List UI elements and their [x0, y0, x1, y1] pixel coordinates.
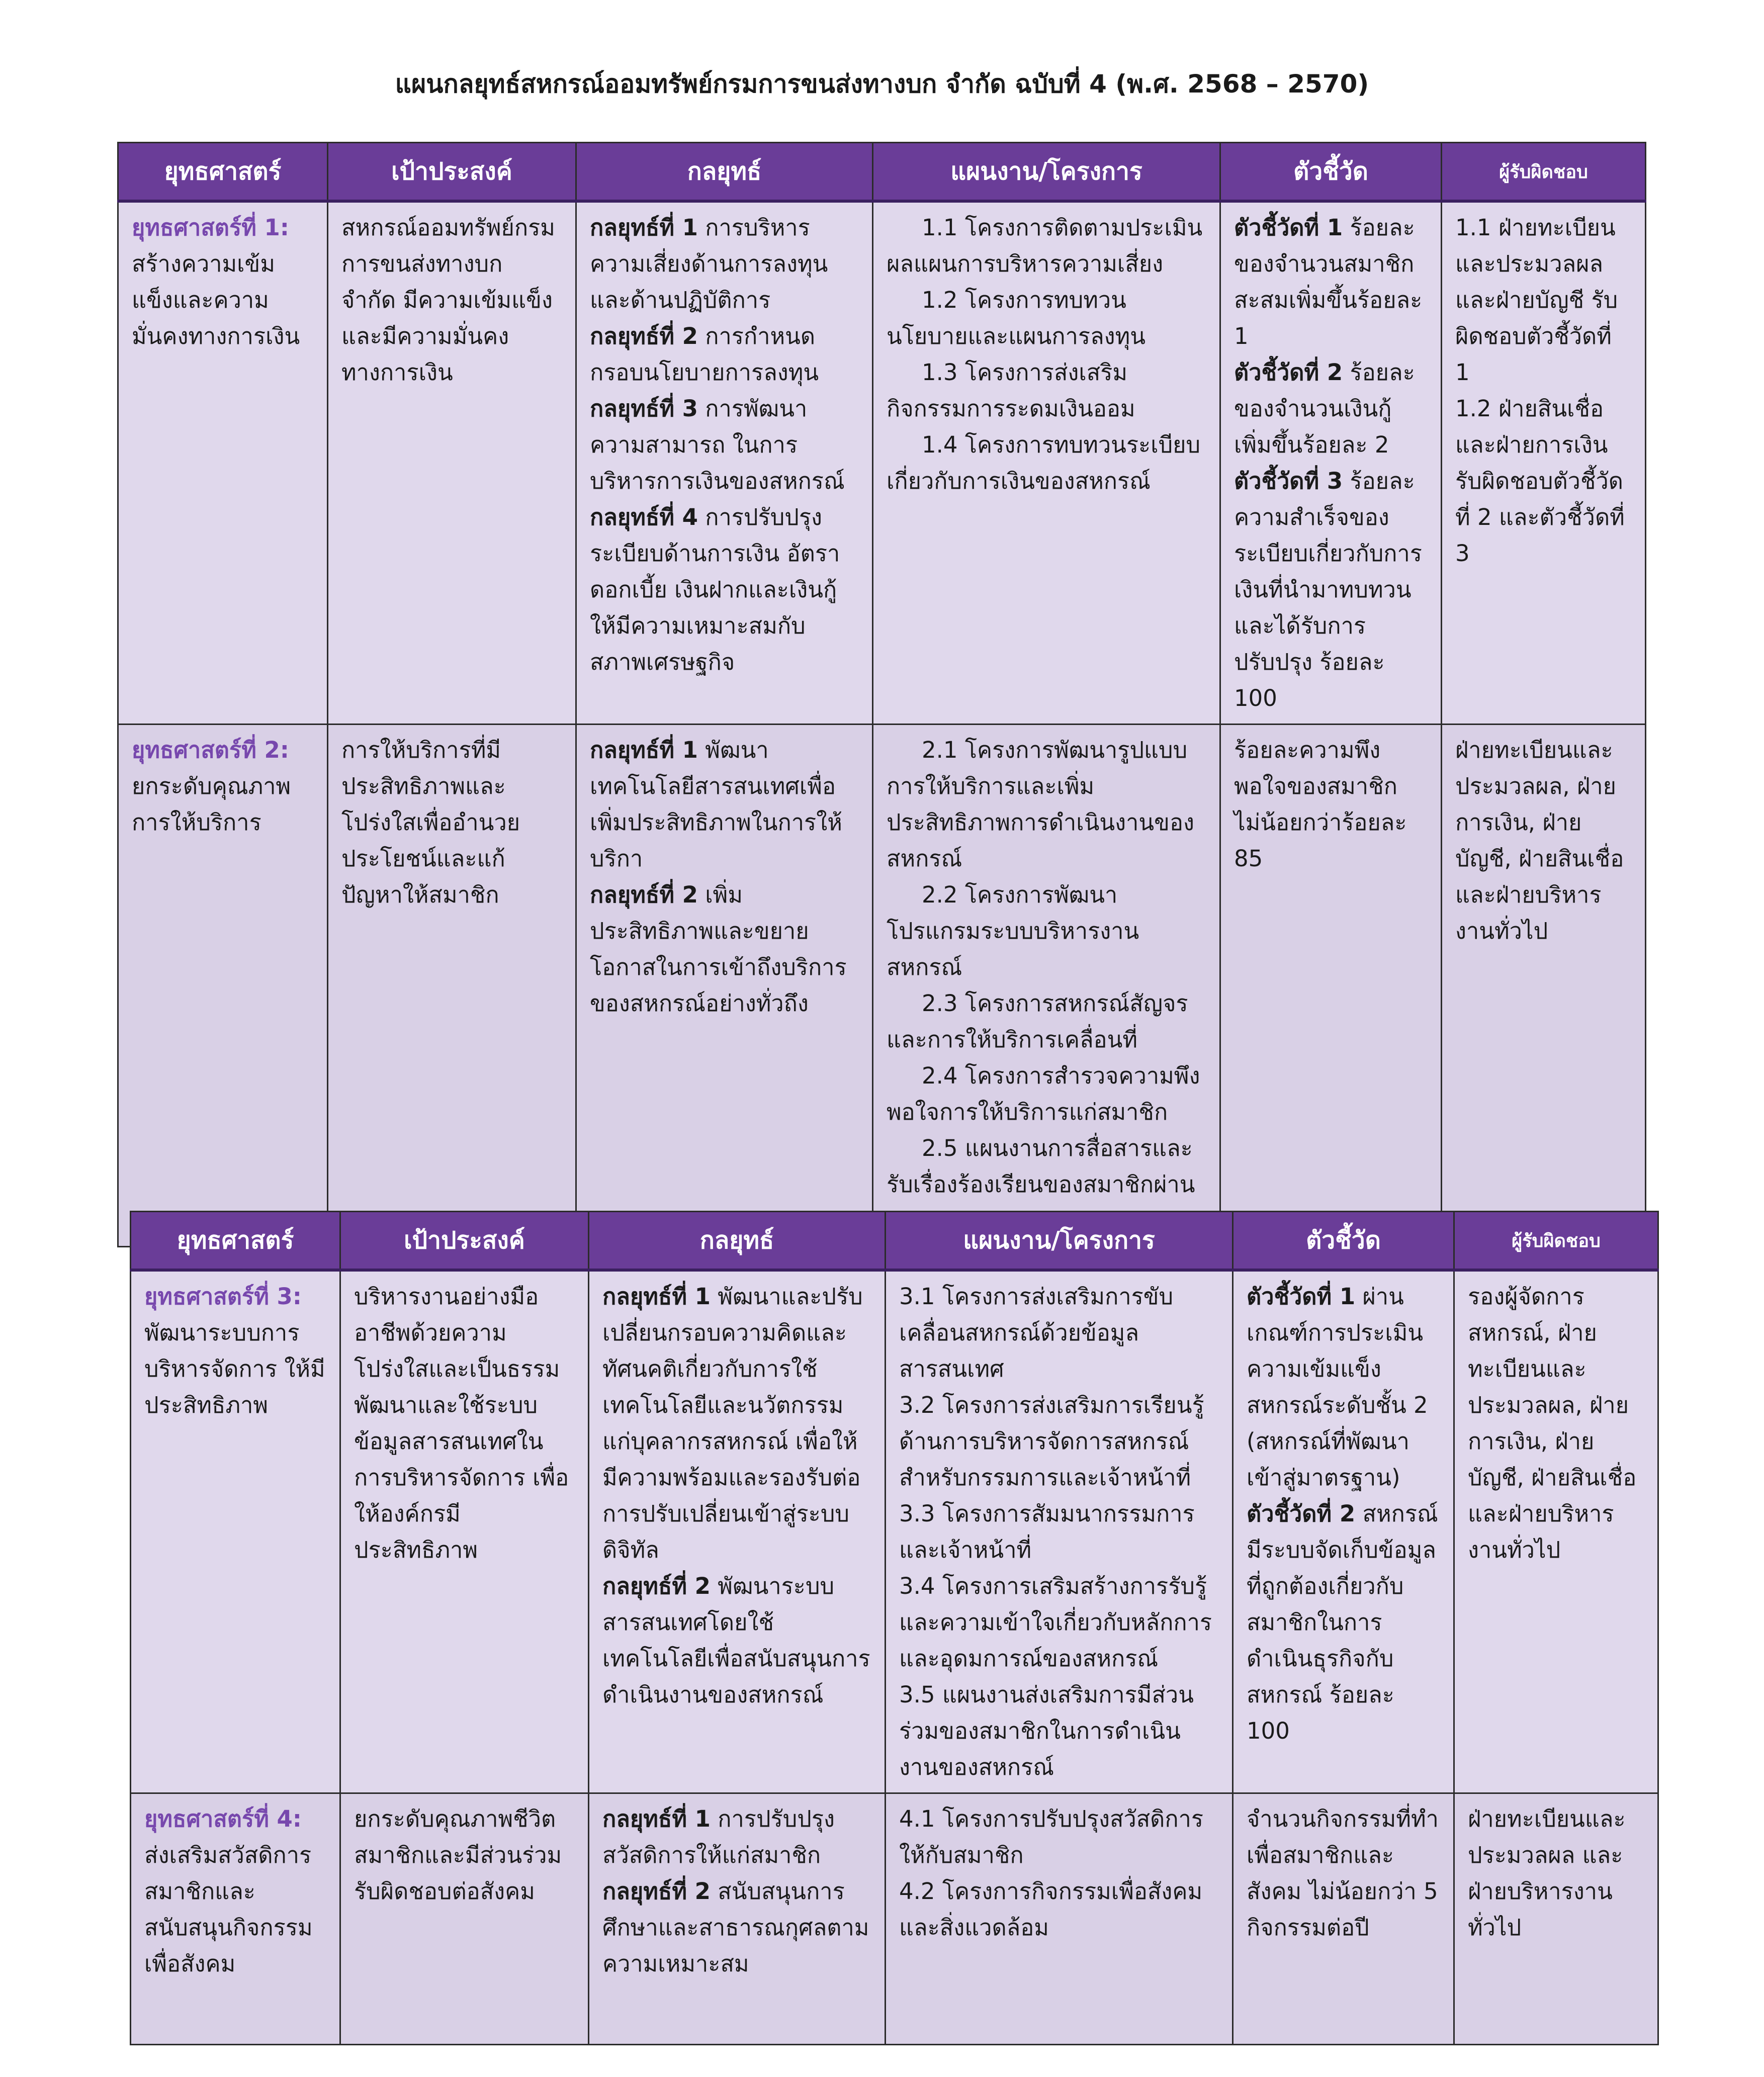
tactic-item: กลยุทธ์ที่ 2 เพิ่มประสิทธิภาพและขยายโอกาสในการเข้าถึงบริการของสหกรณ์อย่างทั่วถึง — [590, 881, 847, 1017]
goal-cell — [340, 1793, 589, 2045]
project-item: 2.2 โครงการพัฒนาโปรแกรมระบบบริหารงานสหกรณ์ — [887, 881, 1139, 980]
project-item: 1.1 โครงการติดตามประเมินผลแผนการบริหารความเสี่ยง — [887, 214, 1203, 277]
indicator-cell — [1233, 1270, 1454, 1793]
project-item: 3.2 โครงการส่งเสริมการเรียนรู้ด้านการบริหารจัดการสหกรณ์สำหรับกรรมการและเจ้าหน้าที่ — [899, 1392, 1204, 1491]
tactic-item: กลยุทธ์ที่ 1 พัฒนาเทคโนโลยีสารสนเทศเพื่อเพิ่มประสิทธิภาพในการให้บริกา — [590, 737, 842, 872]
responsible-cell — [1454, 1793, 1658, 2045]
tactic-cell — [589, 1793, 886, 2045]
document-title: แผนกลยุทธ์สหกรณ์ออมทรัพย์กรมการขนส่งทางบก จำกัด ฉบับที่ 4 (พ.ศ. 2568 – 2570) — [395, 69, 1369, 99]
responsible-item: 1.2 ฝ่ายสินเชื่อและฝ่ายการเงิน รับผิดชอบตัวชี้วัดที่ 2 และตัวชี้วัดที่ 3 — [1455, 395, 1625, 567]
project-item: 2.1 โครงการพัฒนารูปแบบ การให้บริการและเพิ่มประสิทธิภาพการดำเนินงานของสหกรณ์ — [887, 737, 1194, 872]
header-strategy: ยุทธศาสตร์ — [118, 143, 328, 202]
project-item: 4.1 โครงการปรับปรุงสวัสดิการให้กับสมาชิก — [899, 1805, 1204, 1868]
header-tactic: กลยุทธ์ — [589, 1212, 886, 1271]
indicator-item: ตัวชี้วัดที่ 2 ร้อยละของจำนวนเงินกู้ เพิ่มขึ้นร้อยละ 2 — [1234, 359, 1415, 458]
indicator-cell — [1220, 201, 1442, 725]
header-indicator: ตัวชี้วัด — [1220, 143, 1442, 202]
table-header-row — [118, 143, 1646, 202]
header-responsible: ผู้รับผิดชอบ — [1442, 143, 1646, 202]
project-item: 2.5 แผนงานการสื่อสารและรับเรื่องร้องเรียนของสมาชิกผ่าน — [887, 1135, 1195, 1198]
goal-text: การให้บริการที่มีประสิทธิภาพและโปร่งใสเพื่ออำนวยประโยชน์และแก้ปัญหาให้สมาชิก — [341, 737, 520, 908]
header-tactic: กลยุทธ์ — [576, 143, 873, 202]
tactic-item: กลยุทธ์ที่ 1 การบริหารความเสี่ยงด้านการลงทุนและด้านปฏิบัติการ — [590, 214, 828, 313]
responsible-cell — [1442, 201, 1646, 725]
project-item: 2.3 โครงการสหกรณ์สัญจรและการให้บริการเคลื่อนที่ — [887, 990, 1188, 1053]
header-project: แผนงาน/โครงการ — [873, 143, 1220, 202]
goal-text: บริหารงานอย่างมืออาชีพด้วยความโปร่งใสและเป็นธรรม พัฒนาและใช้ระบบข้อมูลสารสนเทศในการบริหารจัดการ เพื่อให้องค์กรมีประสิทธิภาพ — [354, 1283, 569, 1563]
responsible-text: รองผู้จัดการสหกรณ์, ฝ่ายทะเบียนและประมวลผล, ฝ่ายการเงิน, ฝ่ายบัญชี, ฝ่ายสินเชื่อ และฝ่ายบริหารงานทั่วไป — [1468, 1283, 1637, 1563]
project-item: 2.4 โครงการสำรวจความพึงพอใจการให้บริการแก่สมาชิก — [887, 1062, 1200, 1125]
project-item: 4.2 โครงการกิจกรรมเพื่อสังคมและสิ่งแวดล้อม — [899, 1878, 1203, 1941]
project-item: 1.4 โครงการทบทวนระเบียบเกี่ยวกับการเงินของสหกรณ์ — [887, 431, 1201, 494]
strategy-text: สร้างความเข้มแข็งและความมั่นคงทางการเงิน — [132, 250, 300, 349]
tactic-item: กลยุทธ์ที่ 1 พัฒนาและปรับเปลี่ยนกรอบความคิดและทัศนคติเกี่ยวกับการใช้เทคโนโลยีและนวัตกรรมแก่บุคลากรสหกรณ์ เพื่อให้มีความพร้อมและรองรับต่อการปรับเปลี่ยนเข้าสู่ระบบดิจิทัล — [602, 1283, 863, 1563]
project-cell — [873, 201, 1220, 725]
responsible-text: ฝ่ายทะเบียนและประมวลผล และฝ่ายบริหารงานทั่วไป — [1468, 1805, 1626, 1941]
goal-cell — [340, 1270, 589, 1793]
indicator-item: ตัวชี้วัดที่ 3 ร้อยละความสำเร็จของระเบียบเกี่ยวกับการเงินที่นำมาทบทวนและได้รับการปรับปรุง ร้อยละ 100 — [1234, 468, 1422, 711]
table-header-row — [131, 1212, 1658, 1271]
indicator-cell — [1220, 725, 1442, 1247]
strategy-cell — [131, 1793, 340, 2045]
strategy-label: ยุทธศาสตร์ที่ 1: — [132, 214, 289, 241]
indicator-text: ร้อยละความพึงพอใจของสมาชิก ไม่น้อยกว่าร้อยละ 85 — [1234, 737, 1407, 872]
strategy-label: ยุทธศาสตร์ที่ 3: — [144, 1283, 302, 1310]
indicator-text: จำนวนกิจกรรมที่ทำเพื่อสมาชิกและสังคม ไม่น้อยกว่า 5 กิจกรรมต่อปี — [1247, 1805, 1439, 1941]
goal-text: ยกระดับคุณภาพชีวิตสมาชิกและมีส่วนร่วมรับผิดชอบต่อสังคม — [354, 1805, 562, 1905]
header-project: แผนงาน/โครงการ — [886, 1212, 1233, 1271]
project-item: 3.3 โครงการสัมมนากรรมการและเจ้าหน้าที่ — [899, 1500, 1195, 1563]
project-cell — [886, 1270, 1233, 1793]
tactic-cell — [576, 725, 873, 1247]
strategy-label: ยุทธศาสตร์ที่ 4: — [144, 1805, 302, 1832]
project-item: 3.5 แผนงานส่งเสริมการมีส่วนร่วมของสมาชิกในการดำเนินงานของสหกรณ์ — [899, 1681, 1194, 1780]
strategy-cell — [118, 201, 328, 725]
header-goal: เป้าประสงค์ — [340, 1212, 589, 1271]
tactic-cell — [576, 201, 873, 725]
strategy-table-1 — [117, 142, 1646, 1247]
table-row — [131, 1270, 1658, 1793]
strategy-text: ยกระดับคุณภาพการให้บริการ — [132, 773, 291, 836]
indicator-item: ตัวชี้วัดที่ 2 สหกรณ์มีระบบจัดเก็บข้อมูลที่ถูกต้องเกี่ยวกับสมาชิกในการดำเนินธุรกิจกับสหกรณ์ ร้อยละ 100 — [1247, 1500, 1438, 1744]
table-row — [131, 1793, 1658, 2045]
header-responsible: ผู้รับผิดชอบ — [1454, 1212, 1658, 1271]
strategy-label: ยุทธศาสตร์ที่ 2: — [132, 737, 289, 763]
project-item: 3.4 โครงการเสริมสร้างการรับรู้และความเข้าใจเกี่ยวกับหลักการและอุดมการณ์ของสหกรณ์ — [899, 1573, 1212, 1672]
tactic-item: กลยุทธ์ที่ 2 สนับสนุนการศึกษาและสาธารณกุศลตามความเหมาะสม — [602, 1878, 869, 1977]
header-indicator: ตัวชี้วัด — [1233, 1212, 1454, 1271]
header-strategy: ยุทธศาสตร์ — [131, 1212, 340, 1271]
goal-cell — [328, 201, 576, 725]
responsible-item: 1.1 ฝ่ายทะเบียนและประมวลผล และฝ่ายบัญชี รับผิดชอบตัวชี้วัดที่ 1 — [1455, 214, 1618, 386]
strategy-cell — [118, 725, 328, 1247]
responsible-text: ฝ่ายทะเบียนและประมวลผล, ฝ่ายการเงิน, ฝ่ายบัญชี, ฝ่ายสินเชื่อ และฝ่ายบริหารงานทั่วไป — [1455, 737, 1624, 944]
header-goal: เป้าประสงค์ — [328, 143, 576, 202]
project-cell — [873, 725, 1220, 1247]
tactic-item: กลยุทธ์ที่ 2 การกำหนดกรอบนโยบายการลงทุน — [590, 323, 819, 386]
strategy-table-2 — [130, 1211, 1659, 2045]
strategy-text: ส่งเสริมสวัสดิการสมาชิกและสนับสนุนกิจกรรมเพื่อสังคม — [144, 1842, 313, 1977]
strategy-text: พัฒนาระบบการบริหารจัดการ ให้มีประสิทธิภาพ — [144, 1319, 325, 1418]
project-cell — [886, 1793, 1233, 2045]
project-item: 3.1 โครงการส่งเสริมการขับเคลื่อนสหกรณ์ด้วยข้อมูลสารสนเทศ — [899, 1283, 1174, 1382]
goal-cell — [328, 725, 576, 1247]
tactic-item: กลยุทธ์ที่ 4 การปรับปรุงระเบียบด้านการเงิน อัตราดอกเบี้ย เงินฝากและเงินกู้ให้มีความเหมาะสมกับสภาพเศรษฐกิจ — [590, 504, 840, 675]
indicator-cell — [1233, 1793, 1454, 2045]
responsible-cell — [1454, 1270, 1658, 1793]
tactic-item: กลยุทธ์ที่ 1 การปรับปรุงสวัสดิการให้แก่สมาชิก — [602, 1805, 835, 1868]
tactic-item: กลยุทธ์ที่ 2 พัฒนาระบบสารสนเทศโดยใช้เทคโนโลยีเพื่อสนับสนุนการดำเนินงานของสหกรณ์ — [602, 1573, 870, 1708]
project-item: 1.2 โครงการทบทวนนโยบายและแผนการลงทุน — [887, 287, 1146, 349]
table-row — [118, 725, 1646, 1247]
table-row — [118, 201, 1646, 725]
project-item: 1.3 โครงการส่งเสริมกิจกรรมการระดมเงินออม — [887, 359, 1135, 422]
indicator-item: ตัวชี้วัดที่ 1 ร้อยละของจำนวนสมาชิกสะสมเพิ่มขึ้นร้อยละ 1 — [1234, 214, 1423, 349]
indicator-item: ตัวชี้วัดที่ 1 ผ่านเกณฑ์การประเมินความเข้มแข็งสหกรณ์ระดับชั้น 2 (สหกรณ์ที่พัฒนาเข้าสู่มาตรฐาน) — [1247, 1283, 1428, 1491]
tactic-cell — [589, 1270, 886, 1793]
tactic-item: กลยุทธ์ที่ 3 การพัฒนาความสามารถ ในการบริหารการเงินของสหกรณ์ — [590, 395, 845, 494]
responsible-cell — [1442, 725, 1646, 1247]
strategy-cell — [131, 1270, 340, 1793]
goal-text: สหกรณ์ออมทรัพย์กรมการขนส่งทางบก จำกัด มีความเข้มแข็งและมีความมั่นคงทางการเงิน — [341, 214, 555, 386]
